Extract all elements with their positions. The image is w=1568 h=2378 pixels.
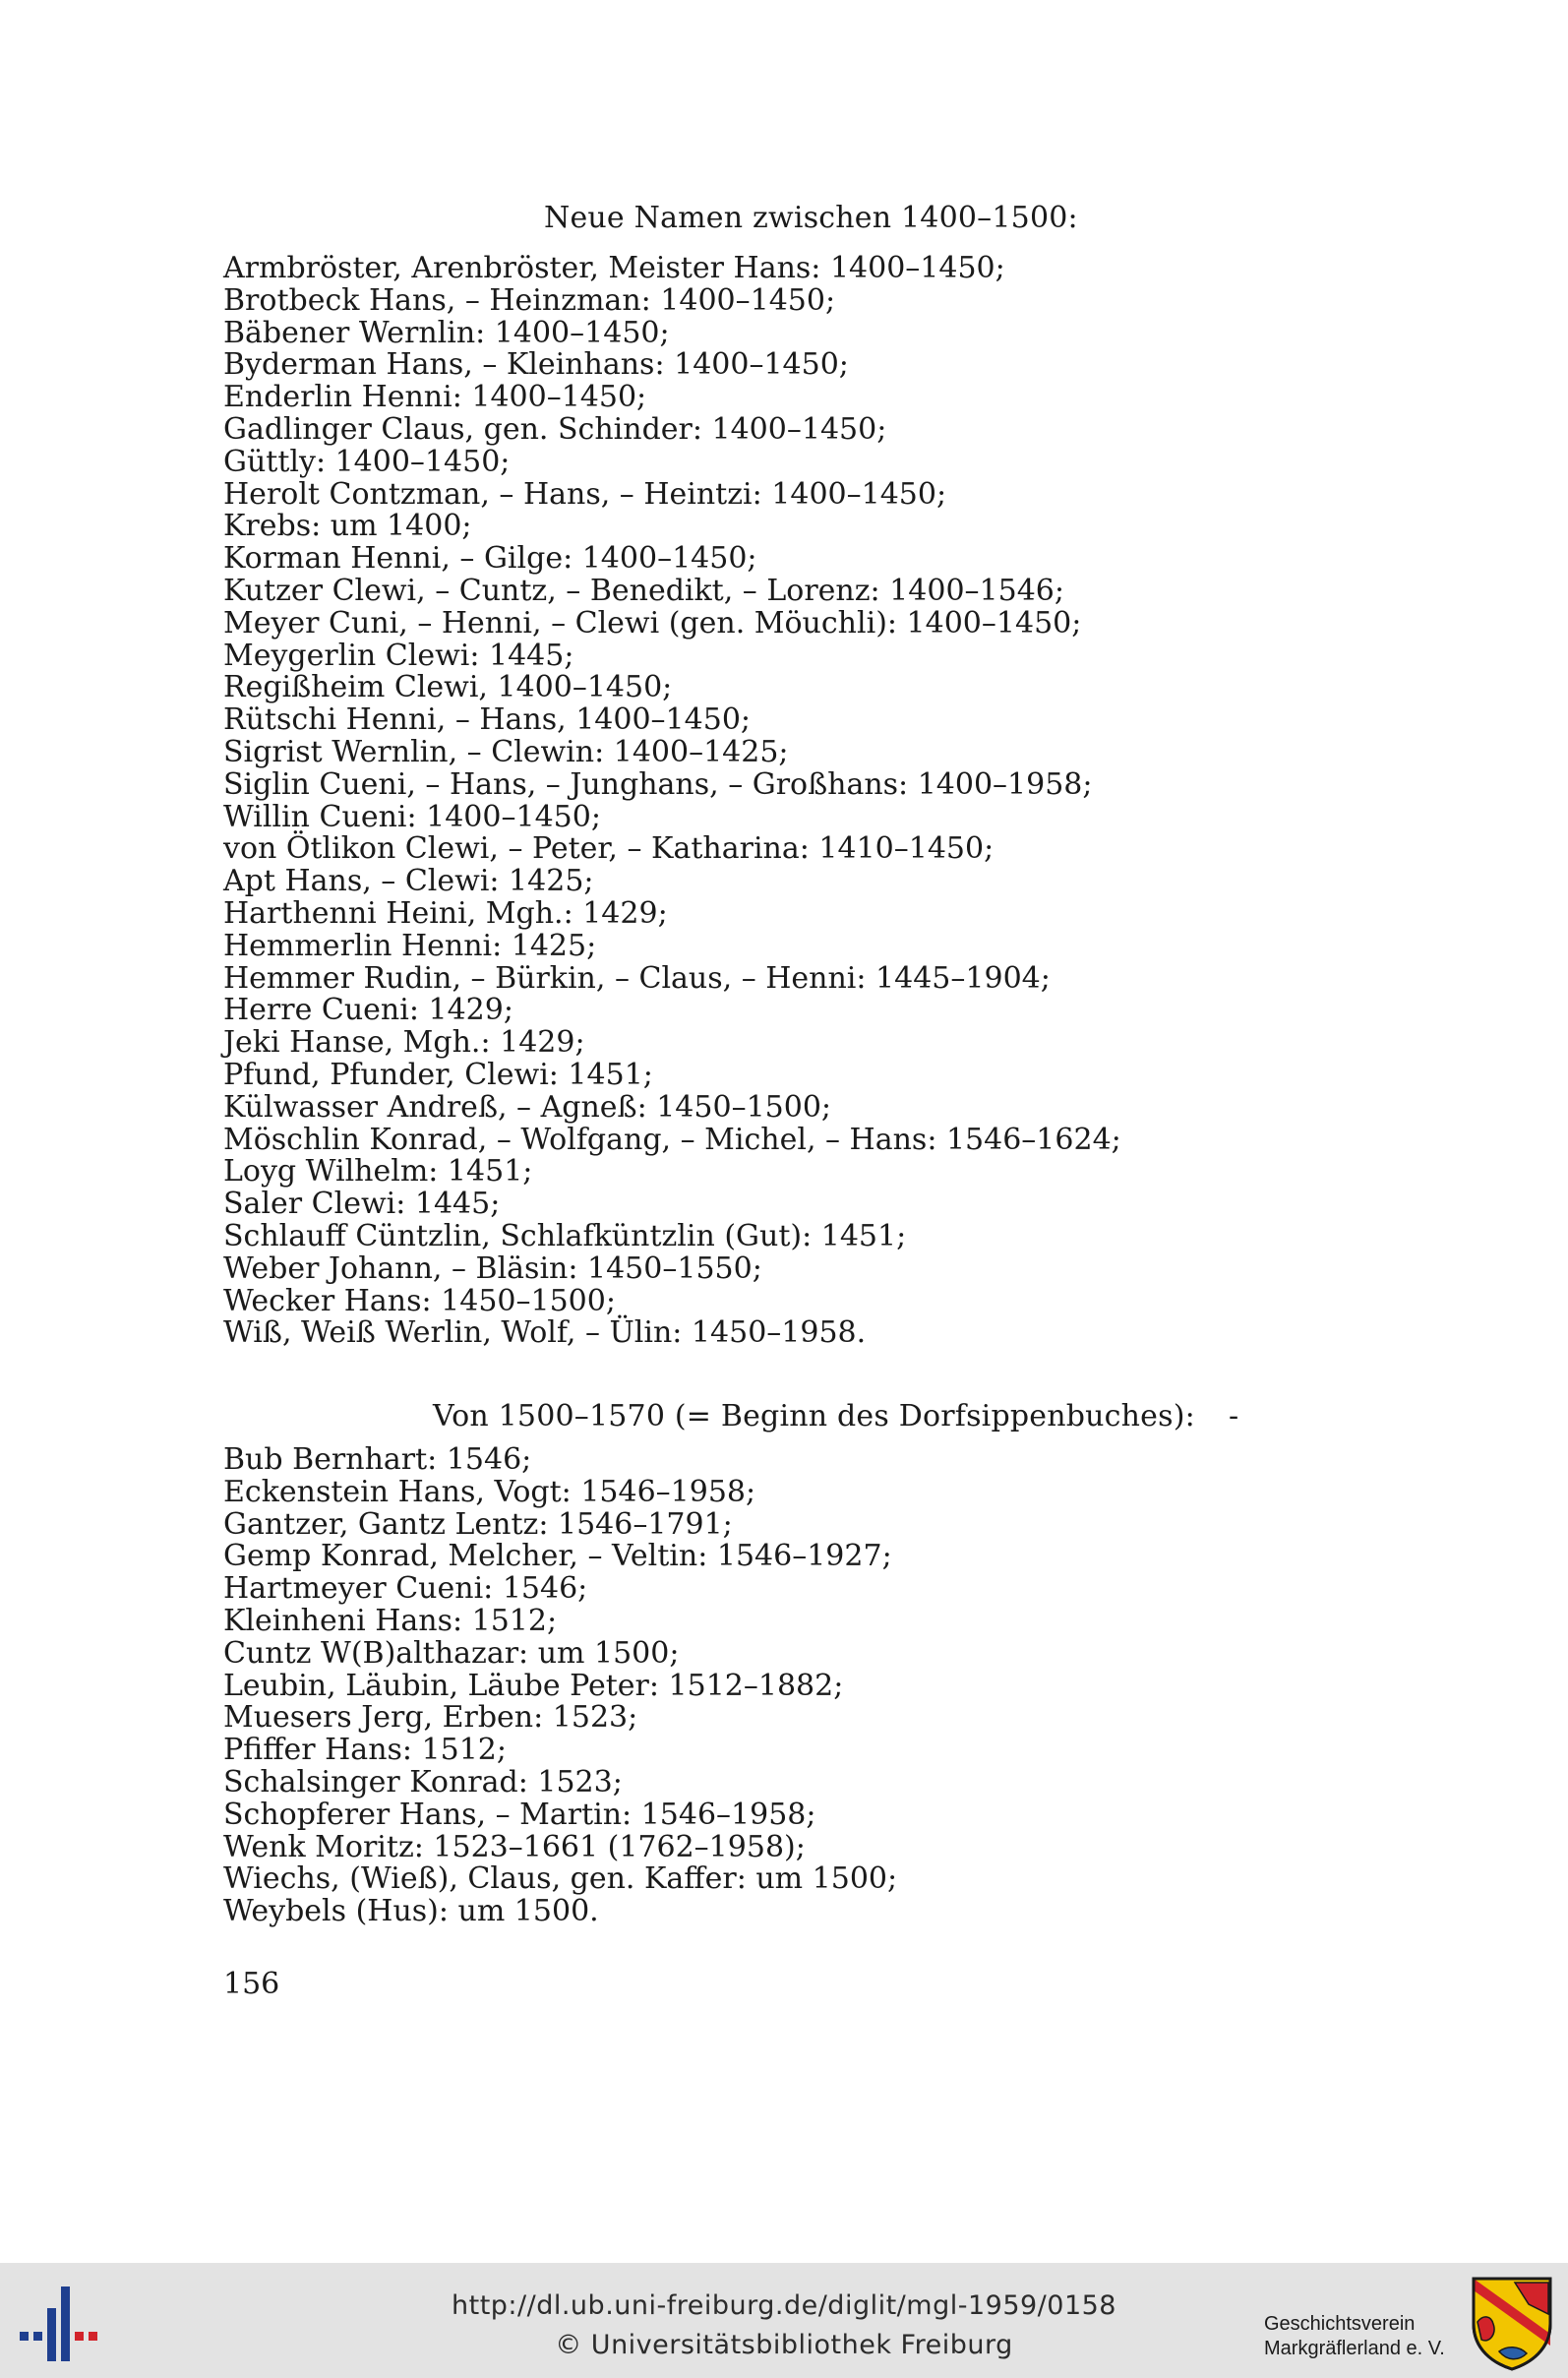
section-heading-text: Von 1500–1570 (= Beginn des Dorfsippenbuches):	[433, 1399, 1195, 1433]
section1-entry: Herre Cueni: 1429;	[223, 993, 513, 1028]
section1-entry: Loyg Wilhelm: 1451;	[223, 1154, 533, 1189]
section1-entry: Möschlin Konrad, – Wolfgang, – Michel, – Hans: 1546–1624;	[223, 1122, 1121, 1157]
section1-entry: Kutzer Clewi, – Cuntz, – Benedikt, – Lorenz: 1400–1546;	[223, 573, 1064, 608]
section-heading-1400-1500: Neue Namen zwischen 1400–1500:	[544, 201, 1078, 235]
section1-entry: Armbröster, Arenbröster, Meister Hans: 1400–1450;	[223, 251, 1005, 285]
section1-entry: Saler Clewi: 1445;	[223, 1187, 501, 1222]
heading-dash: -	[1228, 1399, 1239, 1433]
section1-entry: Regißheim Clewi, 1400–1450;	[223, 670, 673, 705]
name-list-1400-1500	[223, 253, 1121, 1350]
section2-entry: Wenk Moritz: 1523–1661 (1762–1958);	[223, 1829, 806, 1864]
section1-entry: Weber Johann, – Bläsin: 1450–1550;	[223, 1250, 762, 1286]
section1-entry: Enderlin Henni: 1400–1450;	[223, 380, 647, 415]
section2-entry: Leubin, Läubin, Läube Peter: 1512–1882;	[223, 1668, 844, 1703]
section1-entry: Gadlinger Claus, gen. Schinder: 1400–1450;	[223, 411, 887, 447]
section-heading-1500-1570	[433, 1399, 1238, 1434]
section1-entry: Külwasser Andreß, – Agneß: 1450–1500;	[223, 1089, 832, 1125]
section1-entry: Wecker Hans: 1450–1500;	[223, 1283, 616, 1318]
section2-entry: Gemp Konrad, Melcher, – Veltin: 1546–1927;	[223, 1539, 892, 1574]
section2-entry: Cuntz W(B)althazar: um 1500;	[223, 1635, 680, 1671]
section1-entry: Schlauff Cüntzlin, Schlafküntzlin (Gut): 1451;	[223, 1218, 907, 1253]
society-name-line-1: Geschichtsverein	[1264, 2313, 1416, 2335]
section2-entry: Hartmeyer Cueni: 1546;	[223, 1571, 588, 1607]
section1-entry: von Ötlikon Clewi, – Peter, – Katharina: 1410–1450;	[223, 831, 995, 867]
section2-entry: Schalsinger Konrad: 1523;	[223, 1764, 623, 1799]
section1-entry: Siglin Cueni, – Hans, – Junghans, – Großhans: 1400–1958;	[223, 766, 1093, 802]
name-list-1500-1570	[223, 1444, 897, 1928]
section2-entry: Gantzer, Gantz Lentz: 1546–1791;	[223, 1506, 733, 1542]
section1-entry: Wiß, Weiß Werlin, Wolf, – Ülin: 1450–1958.	[223, 1315, 867, 1351]
footer-bar	[0, 2263, 1568, 2378]
section2-entry: Muesers Jerg, Erben: 1523;	[223, 1700, 638, 1736]
section1-entry: Byderman Hans, – Kleinhans: 1400–1450;	[223, 347, 849, 383]
document-url-link[interactable]: http://dl.ub.uni-freiburg.de/diglit/mgl-1959/0158	[452, 2290, 1116, 2321]
section1-entry: Harthenni Heini, Mgh.: 1429;	[223, 895, 668, 931]
section2-entry: Kleinheni Hans: 1512;	[223, 1603, 558, 1638]
section2-entry: Bub Bernhart: 1546;	[223, 1442, 532, 1477]
page-number: 156	[223, 1967, 280, 2001]
society-name	[1264, 2312, 1445, 2361]
section1-entry: Bäbener Wernlin: 1400–1450;	[223, 315, 670, 350]
section1-entry: Krebs: um 1400;	[223, 509, 472, 544]
section1-entry: Meygerlin Clewi: 1445;	[223, 638, 574, 673]
section1-entry: Güttly: 1400–1450;	[223, 444, 511, 479]
section1-entry: Meyer Cuni, – Henni, – Clewi (gen. Möuchli): 1400–1450;	[223, 605, 1082, 640]
coat-of-arms-icon	[1470, 2275, 1554, 2371]
section1-entry: Sigrist Wernlin, – Clewin: 1400–1425;	[223, 734, 789, 769]
section1-entry: Rütschi Henni, – Hans, 1400–1450;	[223, 702, 752, 738]
section1-entry: Herolt Contzman, – Hans, – Heintzi: 1400–1450;	[223, 476, 947, 512]
section1-entry: Brotbeck Hans, – Heinzman: 1400–1450;	[223, 282, 836, 318]
section1-entry: Korman Henni, – Gilge: 1400–1450;	[223, 541, 757, 577]
section2-entry: Weybels (Hus): um 1500.	[223, 1894, 599, 1929]
section1-entry: Willin Cueni: 1400–1450;	[223, 799, 601, 834]
section1-entry: Pfund, Pfunder, Clewi: 1451;	[223, 1057, 653, 1092]
section1-entry: Hemmerlin Henni: 1425;	[223, 928, 597, 963]
section1-entry: Jeki Hanse, Mgh.: 1429;	[223, 1025, 585, 1061]
section1-entry: Hemmer Rudin, – Bürkin, – Claus, – Henni: 1445–1904;	[223, 960, 1051, 996]
section2-entry: Schopferer Hans, – Martin: 1546–1958;	[223, 1797, 816, 1832]
section2-entry: Eckenstein Hans, Vogt: 1546–1958;	[223, 1474, 756, 1509]
section1-entry: Apt Hans, – Clewi: 1425;	[223, 864, 594, 899]
society-name-line-2: Markgräflerland e. V.	[1264, 2338, 1445, 2359]
copyright-notice: © Universitätsbibliothek Freiburg	[555, 2330, 1013, 2360]
section2-entry: Pfiffer Hans: 1512;	[223, 1733, 508, 1768]
section2-entry: Wiechs, (Wieß), Claus, gen. Kaffer: um 1500;	[223, 1861, 898, 1897]
